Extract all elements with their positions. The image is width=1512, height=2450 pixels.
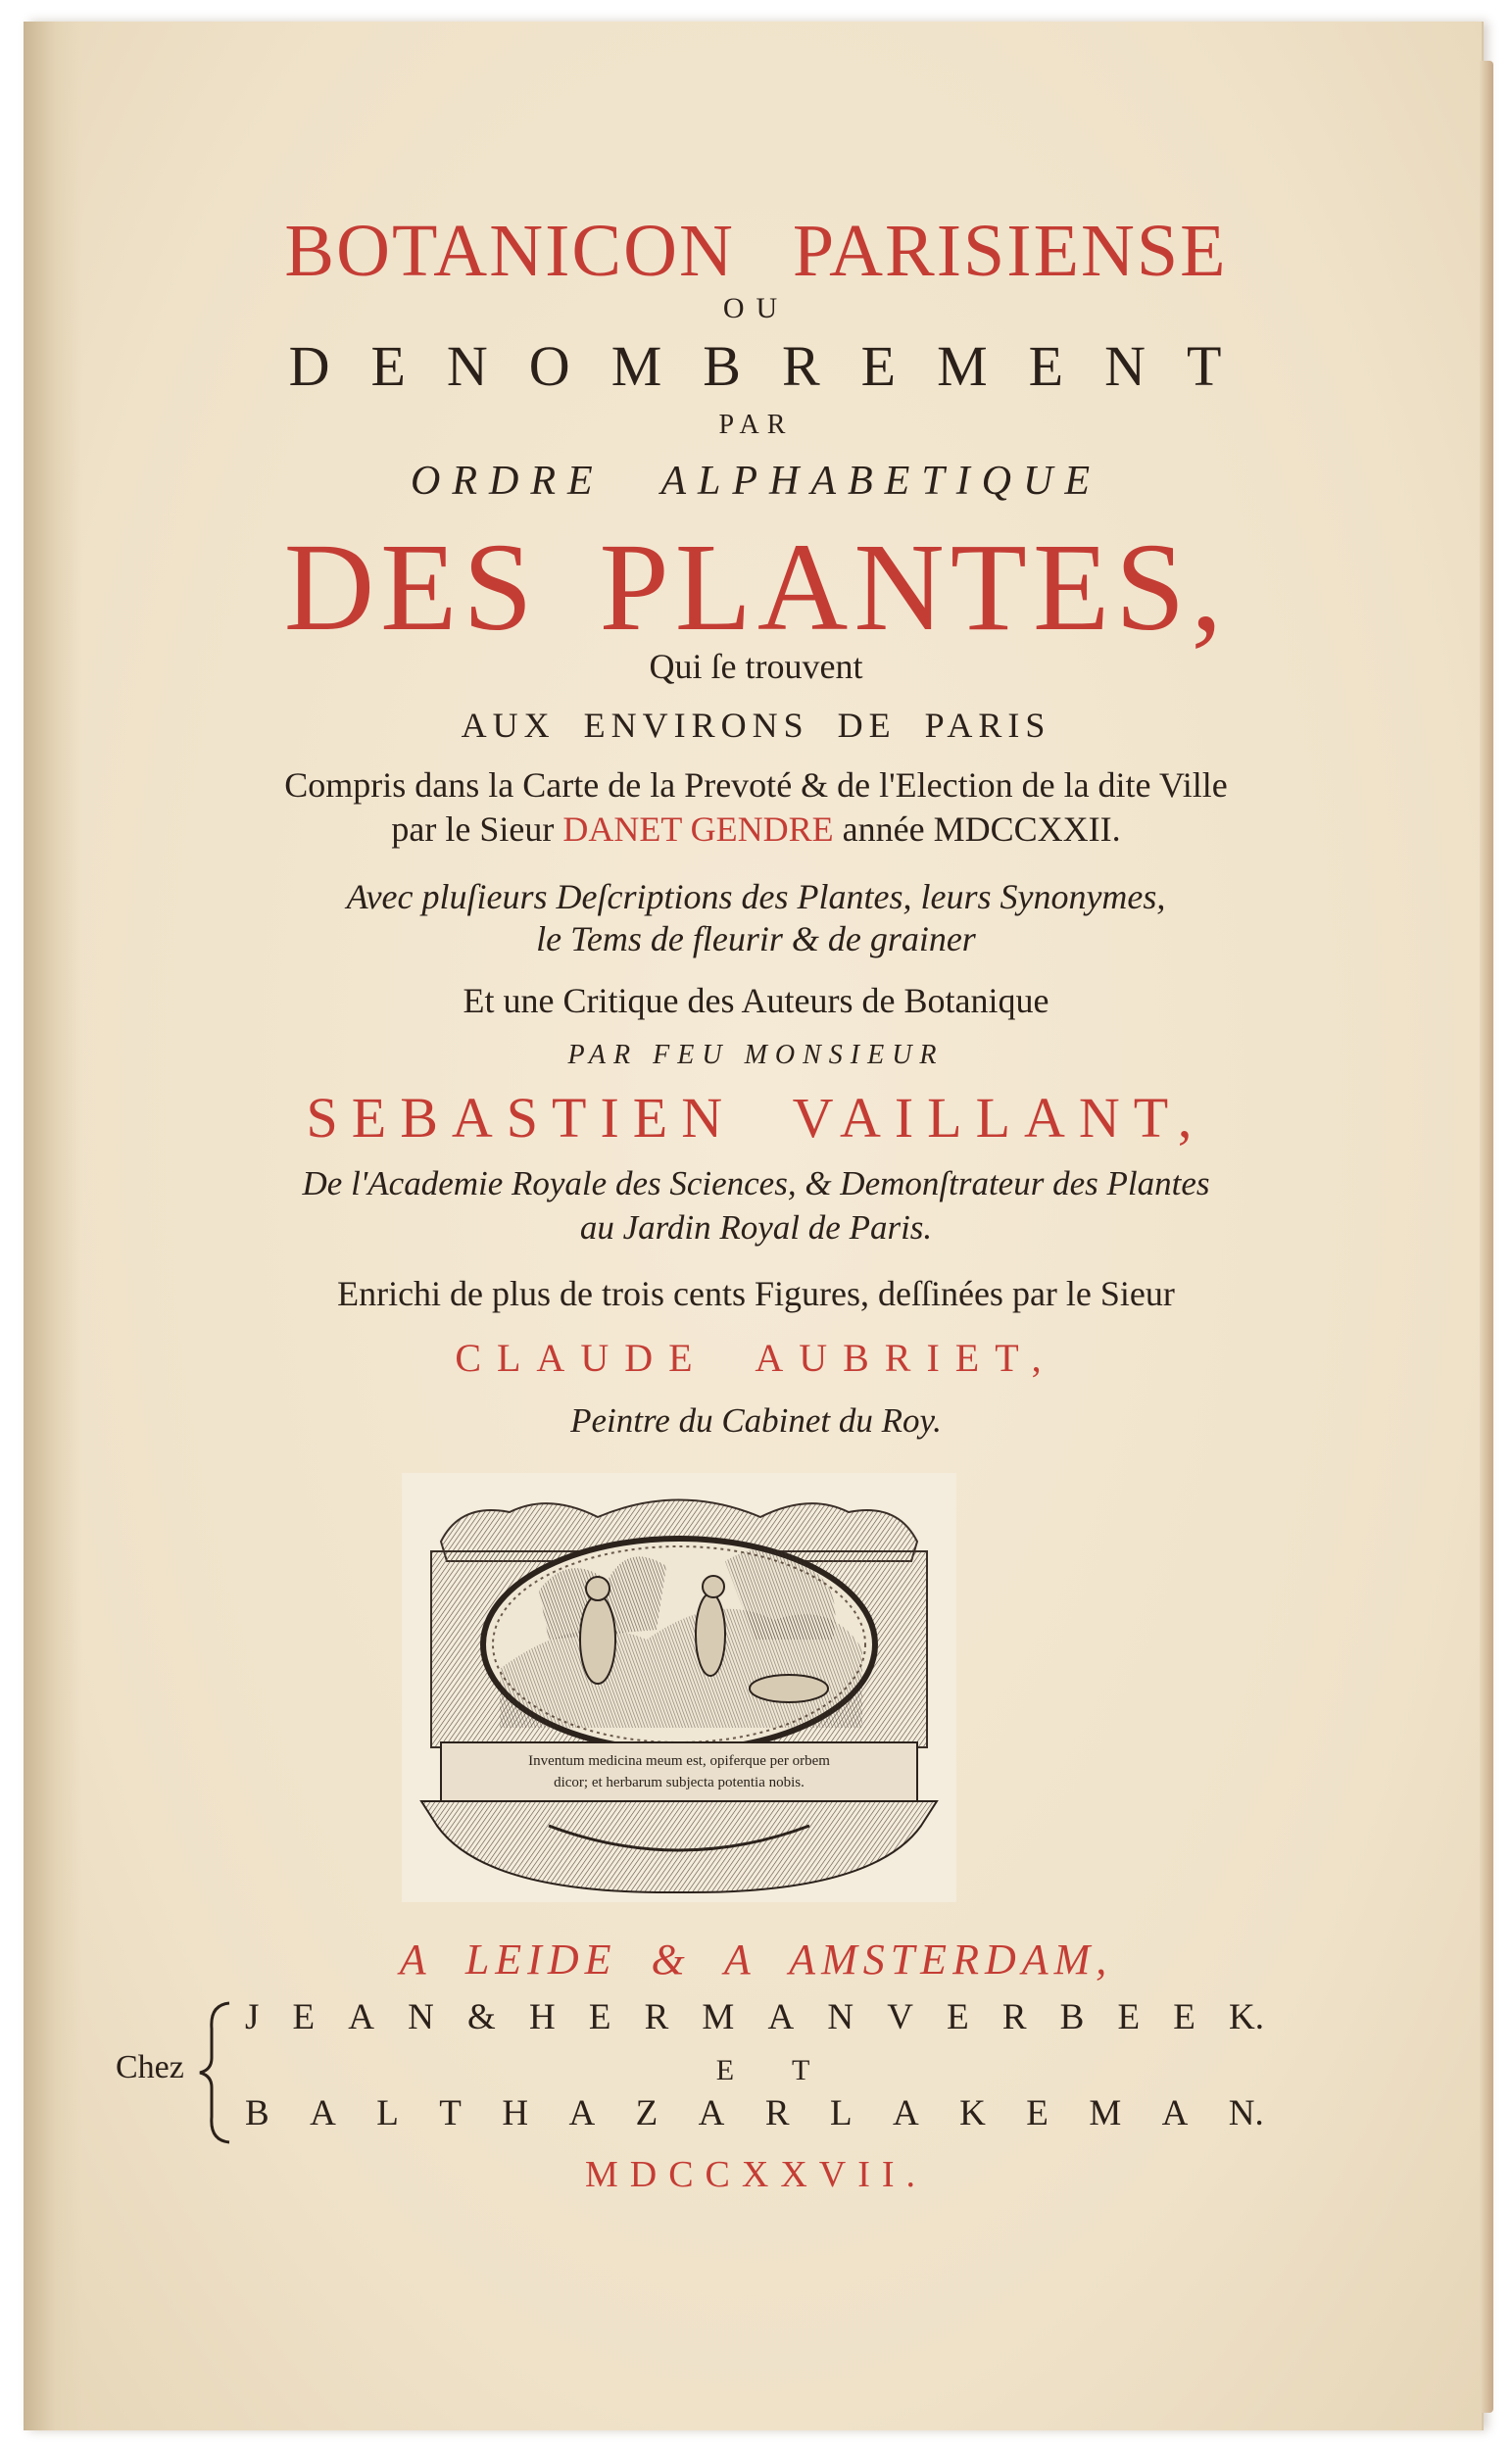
publisher-letter: E [947, 1997, 969, 2037]
publisher-letter: E [1026, 2093, 1049, 2133]
publisher-letter: A [698, 2093, 725, 2133]
annee-text: année MDCCXXII. [842, 809, 1121, 849]
imprint-year: MDCCXXVII. [584, 2154, 928, 2195]
title-line-par: PAR [718, 410, 794, 440]
line-par-le-sieur [0, 811, 1512, 847]
vignette-illustration [402, 1473, 956, 1902]
line-compris: Compris dans la Carte de la Prevoté & de l'Election de la dite Ville [284, 765, 1228, 805]
publisher-letter: R [644, 1997, 669, 2037]
publisher-letter: L [829, 2093, 853, 2133]
title-line-botanicon: BOTANICON PARISIENSE [284, 210, 1228, 292]
publisher-letter: H [502, 2093, 529, 2133]
publisher-line-1 [245, 1999, 1264, 2035]
publisher-letter: & [467, 1997, 496, 2037]
publisher-letter: T [439, 2093, 462, 2133]
line-sebastien-vaillant: SEBASTIEN VAILLANT, [306, 1086, 1206, 1150]
publisher-letter: E [1117, 1997, 1141, 2037]
publisher-letter: N [408, 1997, 434, 2037]
publisher-letter: E [1173, 1997, 1195, 2037]
line-jardin-royal: au Jardin Royal de Paris. [579, 1208, 933, 1247]
publisher-letter: K. [1229, 1997, 1264, 2037]
vignette-caption-2: dicor; et herbarum subjecta potentia nobis. [554, 1775, 805, 1790]
chez-label: Chez [116, 2049, 184, 2085]
line-et: E T [715, 2054, 836, 2086]
publisher-letter: N [827, 1997, 854, 2037]
publisher-letter: L [376, 2093, 399, 2133]
publisher-letter: A [568, 2093, 596, 2133]
danet-gendre: DANET GENDRE [562, 809, 834, 849]
publisher-letter: A [310, 2093, 336, 2133]
publisher-letter: K [959, 2093, 986, 2133]
par-le-sieur-text: par le Sieur [391, 809, 555, 849]
line-academie: De l'Academie Royale des Sciences, & Demonſtrateur des Plantes [302, 1164, 1210, 1202]
publisher-letter: N. [1228, 2093, 1264, 2133]
vignette-caption-1: Inventum medicina meum est, opiferque per orbem [528, 1753, 830, 1769]
publisher-letter: M [1089, 2093, 1122, 2133]
line-aux-environs: AUX ENVIRONS DE PARIS [461, 706, 1051, 745]
publisher-letter: A [892, 2093, 919, 2133]
line-avec-plusieurs: Avec pluſieurs Deſcriptions des Plantes, leurs Synonymes, [346, 877, 1166, 916]
publisher-letter: A [1161, 2093, 1189, 2133]
publisher-letter: V [887, 1997, 913, 2037]
publisher-letter: B [1059, 1997, 1085, 2037]
publisher-letter: R [764, 2093, 790, 2133]
title-line-denombrement: DENOMBREMENT [288, 334, 1263, 398]
line-qui-se-trouvent: Qui ſe trouvent [649, 647, 863, 686]
publisher-letter: B [245, 2093, 269, 2133]
publisher-letter: H [528, 1997, 556, 2037]
line-enrichi: Enrichi de plus de trois cents Figures, deſſinées par le Sieur [337, 1274, 1175, 1313]
publisher-letter: E [292, 1997, 316, 2037]
line-par-feu-monsieur: PAR FEU MONSIEUR [567, 1040, 945, 1070]
publisher-letter: R [1001, 1997, 1027, 2037]
publisher-letter: E [588, 1997, 611, 2037]
title-line-ordre-alphabetique: ORDRE ALPHABETIQUE [411, 459, 1101, 504]
publisher-line-2 [245, 2095, 1264, 2132]
engraved-vignette [402, 1473, 956, 1902]
publisher-letter: A [767, 1997, 795, 2037]
imprint-place: A LEIDE & A AMSTERDAM, [399, 1936, 1113, 1984]
title-line-ou: OU [722, 292, 790, 324]
publisher-letter: A [348, 1997, 375, 2037]
line-critique: Et une Critique des Auteurs de Botanique [463, 981, 1049, 1020]
publisher-letter: M [702, 1997, 735, 2037]
line-peintre: Peintre du Cabinet du Roy. [570, 1401, 942, 1440]
publisher-letter: Z [635, 2093, 658, 2133]
title-line-des-plantes: DES PLANTES, [283, 517, 1229, 657]
publisher-letter: J [245, 1997, 260, 2037]
line-claude-aubriet: CLAUDE AUBRIET, [455, 1336, 1057, 1380]
line-le-tems: le Tems de fleurir & de grainer [536, 919, 976, 958]
